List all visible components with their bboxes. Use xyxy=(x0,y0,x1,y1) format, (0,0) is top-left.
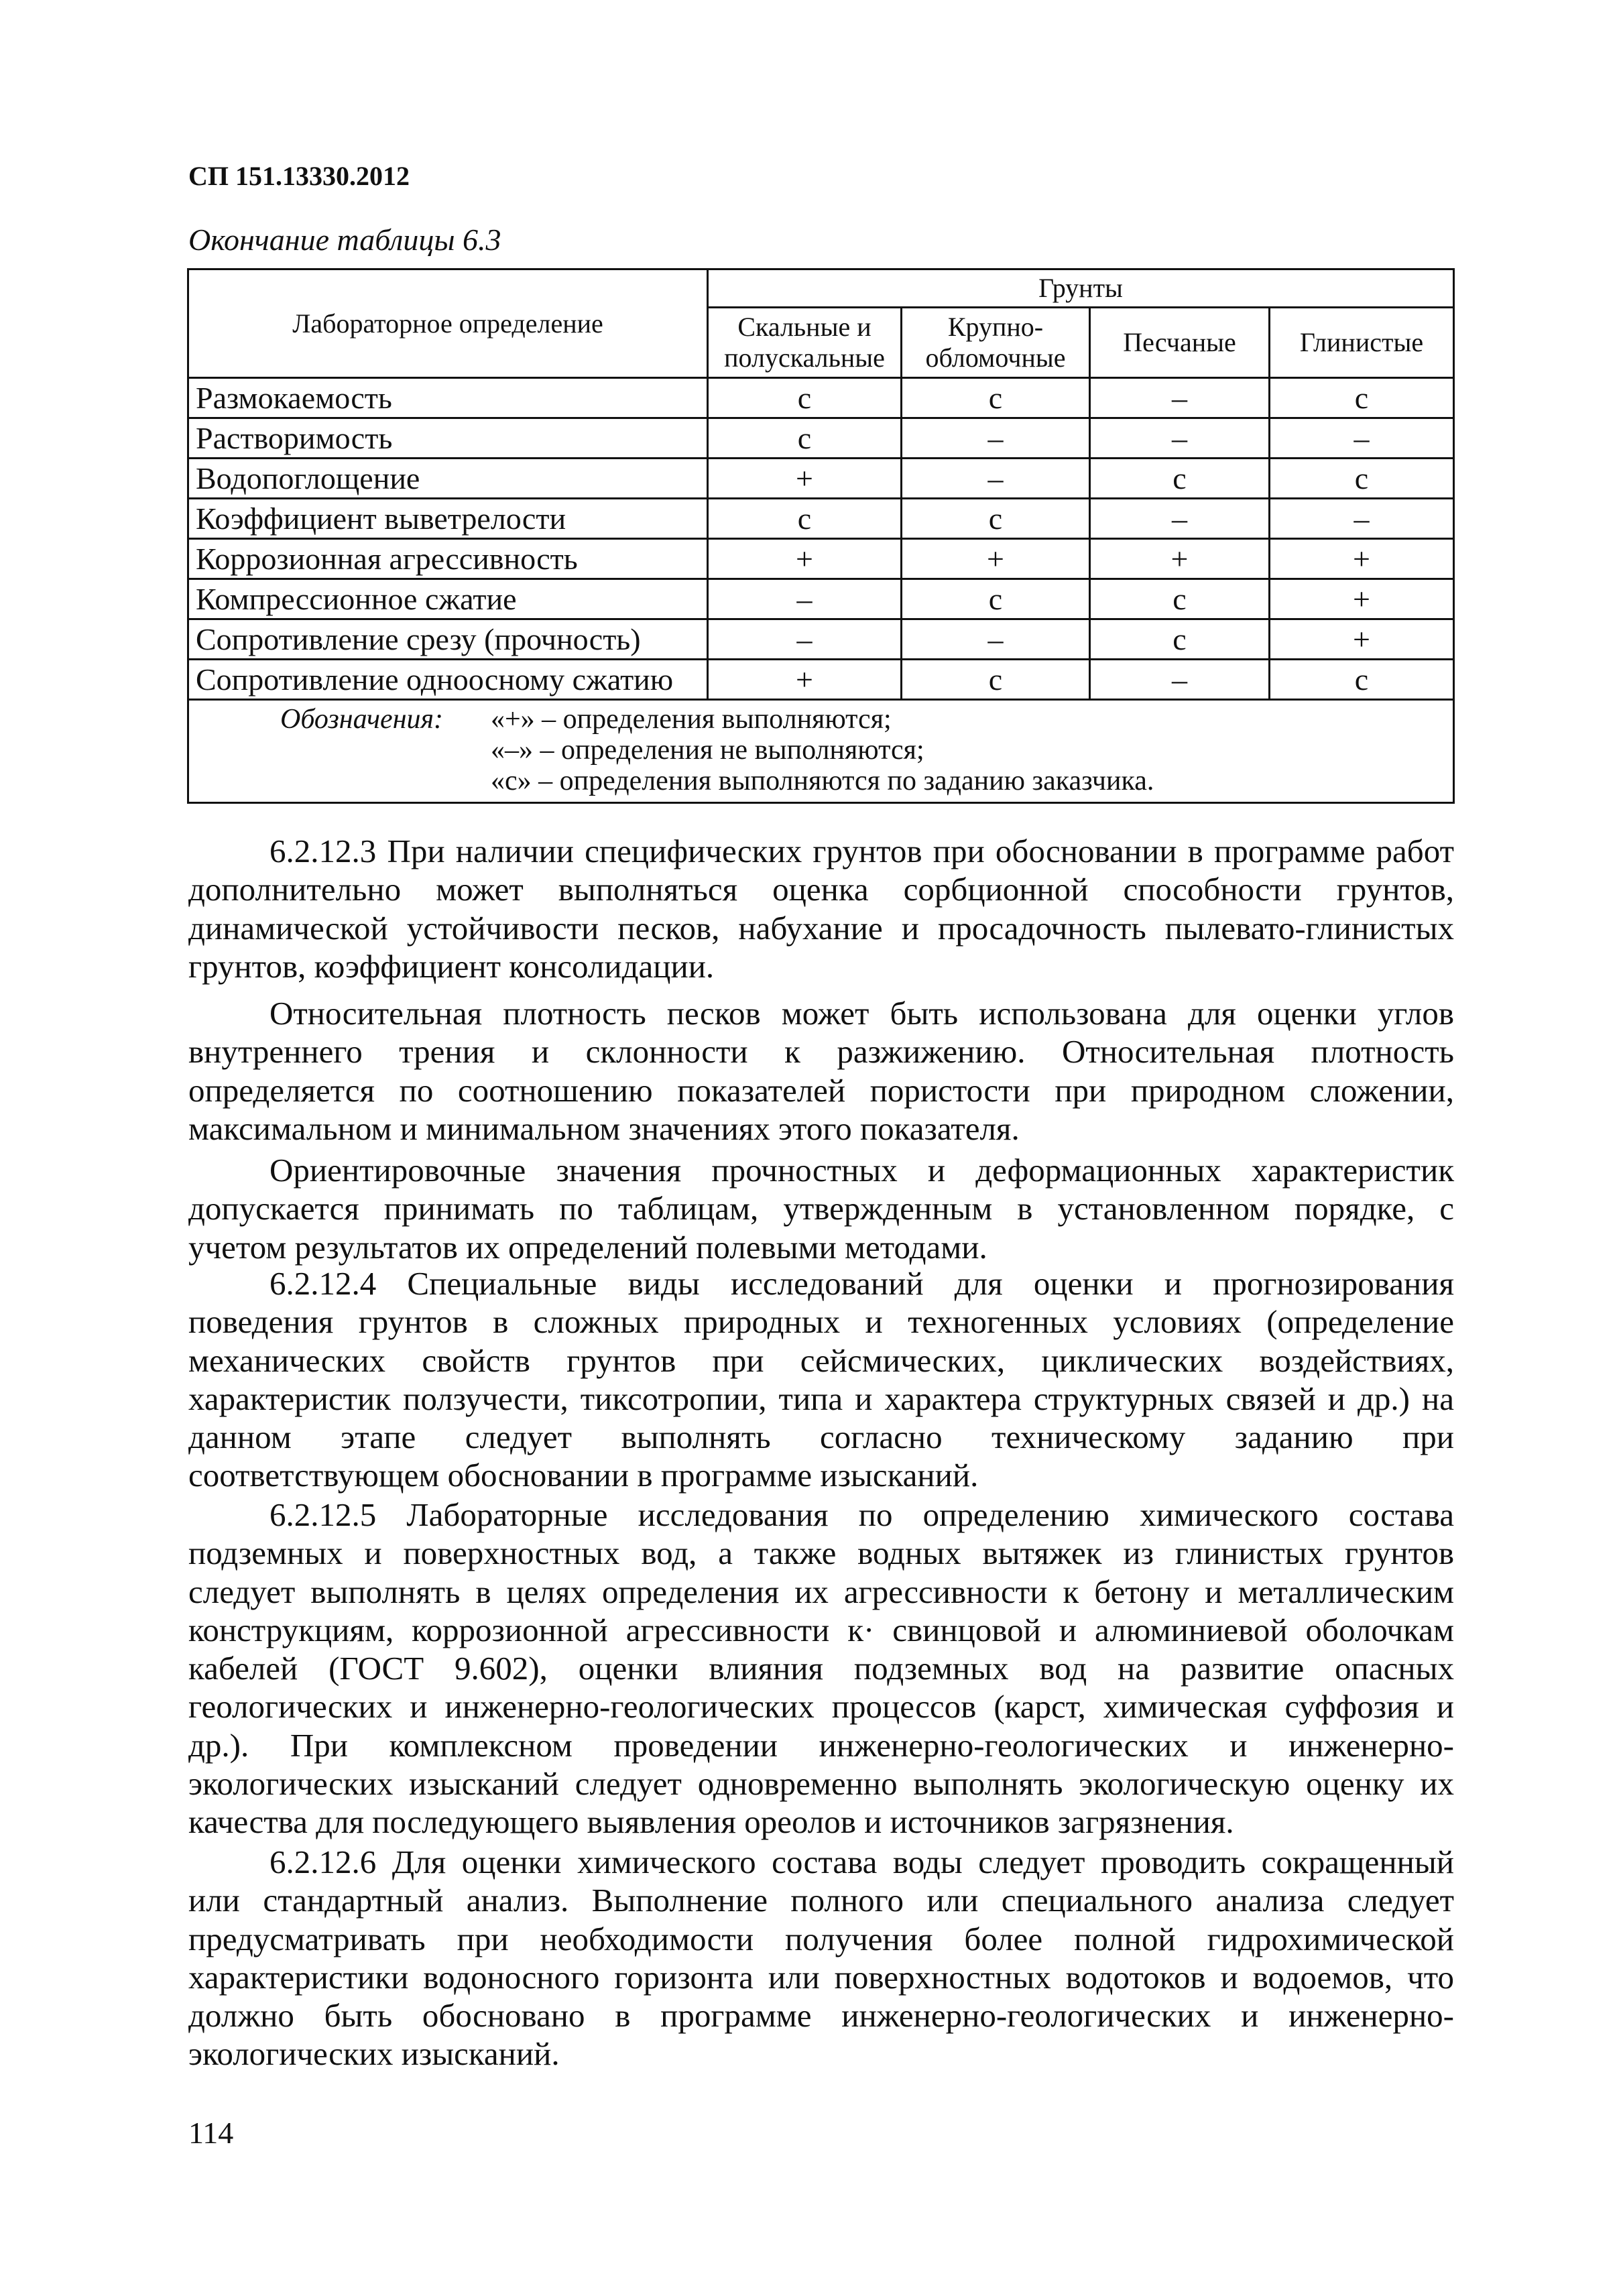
cell-value: + xyxy=(1090,539,1270,579)
header-coarse-soils xyxy=(902,308,1090,378)
text-line: 6.2.12.5 Лабораторные исследования по определению химического состава xyxy=(269,1496,1454,1533)
note-line: «–» – определения не выполняются; xyxy=(491,735,924,766)
cell-value: с xyxy=(708,499,902,539)
text-line: динамической устойчивости песков, набухание и просадочность пылевато-глинистых xyxy=(188,909,1454,947)
text-line: 6.2.12.3 При наличии специфических грунтов при обосновании в программе работ xyxy=(269,833,1454,869)
cell-value: – xyxy=(902,619,1090,660)
text-line: соответствующем обосновании в программе изысканий. xyxy=(188,1457,979,1494)
cell-value: – xyxy=(1090,378,1270,418)
cell-value: с xyxy=(1270,660,1454,700)
table-row xyxy=(188,459,1454,499)
text-line: учетом результатов их определений полевыми методами. xyxy=(188,1228,987,1266)
text-line: Ориентировочные значения прочностных и деформационных характеристик xyxy=(269,1152,1454,1189)
text-line: Относительная плотность песков может быть использована для оценки углов xyxy=(269,995,1454,1032)
header-line: полускальные xyxy=(724,343,885,373)
document-code: СП 151.13330.2012 xyxy=(188,161,410,191)
cell-value: с xyxy=(1090,579,1270,619)
cell-value: с xyxy=(1270,378,1454,418)
text-line: допускается принимать по таблицам, утвержденным в установленном порядке, с xyxy=(188,1190,1454,1227)
cell-value: – xyxy=(708,619,902,660)
cell-value: – xyxy=(1090,499,1270,539)
cell-value: с xyxy=(1090,619,1270,660)
paragraph-6-2-12-4 xyxy=(188,1264,1454,1495)
paragraph-relative-density xyxy=(188,994,1454,1148)
text-line: определяется по соотношению показателей пористости при природном сложении, xyxy=(188,1071,1454,1109)
table-row xyxy=(188,418,1454,459)
text-line: др.). При комплексном проведении инженерно-геологических и инженерно- xyxy=(188,1726,1454,1764)
cell-value: с xyxy=(902,660,1090,700)
header-line: Скальные и xyxy=(737,312,871,342)
cell-value: с xyxy=(1270,459,1454,499)
text-line: качества для последующего выявления ореолов и источников загрязнения. xyxy=(188,1803,1234,1841)
cell-value: с xyxy=(902,499,1090,539)
text-line: конструкциям, коррозионной агрессивности к· свинцовой и алюминиевой оболочкам xyxy=(188,1611,1454,1648)
cell-value: + xyxy=(1270,579,1454,619)
cell-value: + xyxy=(1270,539,1454,579)
row-label: Коррозионная агрессивность xyxy=(188,539,708,579)
note-line: «+» – определения выполняются; xyxy=(491,704,892,735)
table-row xyxy=(188,499,1454,539)
row-label: Сопротивление срезу (прочность) xyxy=(188,619,708,660)
cell-value: – xyxy=(1090,418,1270,459)
text-line: характеристики водоносного горизонта или поверхностных водотоков и водоемов, что xyxy=(188,1958,1454,1996)
text-line: или стандартный анализ. Выполнение полного или специального анализа следует xyxy=(188,1882,1454,1919)
cell-value: с xyxy=(708,378,902,418)
text-line: дополнительно может выполняться оценка сорбционной способности грунтов, xyxy=(188,871,1454,908)
cell-value: – xyxy=(902,459,1090,499)
text-line: данном этапе следует выполнять согласно техническому заданию при xyxy=(188,1418,1454,1456)
table-notes-row xyxy=(188,700,1454,803)
text-line: должно быть обосновано в программе инженерно-геологических и инженерно- xyxy=(188,1997,1454,2035)
cell-value: – xyxy=(902,418,1090,459)
text-line: механических свойств грунтов при сейсмических, циклических воздействиях, xyxy=(188,1341,1454,1379)
text-line: предусматривать при необходимости получения более полной гидрохимической xyxy=(188,1920,1454,1957)
header-group-soils: Грунты xyxy=(708,269,1454,308)
text-line: 6.2.12.4 Специальные виды исследований для оценки и прогнозирования xyxy=(269,1265,1454,1302)
text-line: поведения грунтов в сложных природных и техногенных условиях (определение xyxy=(188,1303,1454,1341)
row-label: Водопоглощение xyxy=(188,459,708,499)
table-row xyxy=(188,579,1454,619)
header-line: Песчаные xyxy=(1123,327,1236,357)
cell-value: – xyxy=(1090,660,1270,700)
text-line: максимальном и минимальном значениях этого показателя. xyxy=(188,1109,1020,1147)
cell-value: – xyxy=(1270,418,1454,459)
row-label: Компрессионное сжатие xyxy=(188,579,708,619)
notes-label: Обозначения: xyxy=(280,704,444,735)
text-line: грунтов, коэффициент консолидации. xyxy=(188,947,715,985)
table-notes xyxy=(188,700,1454,803)
notes-block xyxy=(280,704,1453,796)
header-line: обломочные xyxy=(925,343,1066,373)
text-line: внутреннего трения и склонности к разжижению. Относительная плотность xyxy=(188,1033,1454,1071)
table-caption: Окончание таблицы 6.3 xyxy=(188,223,501,257)
table-header-row xyxy=(188,269,1454,308)
page-number: 114 xyxy=(188,2116,234,2150)
table-row xyxy=(188,539,1454,579)
table-row xyxy=(188,619,1454,660)
row-label: Растворимость xyxy=(188,418,708,459)
row-label: Размокаемость xyxy=(188,378,708,418)
cell-value: с xyxy=(902,378,1090,418)
text-line: характеристик ползучести, тиксотропии, типа и характера структурных связей и др.) на xyxy=(188,1380,1454,1417)
cell-value: с xyxy=(708,418,902,459)
text-line: следует выполнять в целях определения их агрессивности к бетону и металлическим xyxy=(188,1573,1454,1610)
header-line: Глинистые xyxy=(1299,327,1424,357)
notes-lines xyxy=(491,704,1154,796)
header-sandy-soils xyxy=(1090,308,1270,378)
paragraph-6-2-12-6 xyxy=(188,1843,1454,2073)
laboratory-tests-table xyxy=(187,268,1455,804)
cell-value: + xyxy=(708,660,902,700)
cell-value: – xyxy=(1270,499,1454,539)
cell-value: + xyxy=(708,539,902,579)
table-row xyxy=(188,660,1454,700)
header-line: Крупно- xyxy=(947,312,1044,342)
cell-value: – xyxy=(708,579,902,619)
text-line: 6.2.12.6 Для оценки химического состава воды следует проводить сокращенный xyxy=(269,1844,1454,1880)
paragraph-6-2-12-3 xyxy=(188,832,1454,985)
header-label-column: Лабораторное определение xyxy=(188,269,708,378)
text-line: геологических и инженерно-геологических процессов (карст, химическая суффозия и xyxy=(188,1688,1454,1726)
cell-value: + xyxy=(1270,619,1454,660)
table-row xyxy=(188,378,1454,418)
paragraph-6-2-12-5 xyxy=(188,1496,1454,1841)
text-line: экологических изысканий. xyxy=(188,2035,560,2073)
row-label: Сопротивление одноосному сжатию xyxy=(188,660,708,700)
cell-value: с xyxy=(902,579,1090,619)
cell-value: + xyxy=(902,539,1090,579)
header-rocky-soils xyxy=(708,308,902,378)
cell-value: с xyxy=(1090,459,1270,499)
row-label: Коэффициент выветрелости xyxy=(188,499,708,539)
cell-value: + xyxy=(708,459,902,499)
paragraph-approximate-values xyxy=(188,1151,1454,1266)
text-line: кабелей (ГОСТ 9.602), оценки влияния подземных вод на развитие опасных xyxy=(188,1650,1454,1687)
text-line: экологических изысканий следует одновременно выполнять экологическую оценку их xyxy=(188,1765,1454,1803)
note-line: «с» – определения выполняются по заданию заказчика. xyxy=(491,766,1154,796)
header-clay-soils xyxy=(1270,308,1454,378)
text-line: подземных и поверхностных вод, а также водных вытяжек из глинистых грунтов xyxy=(188,1534,1454,1572)
